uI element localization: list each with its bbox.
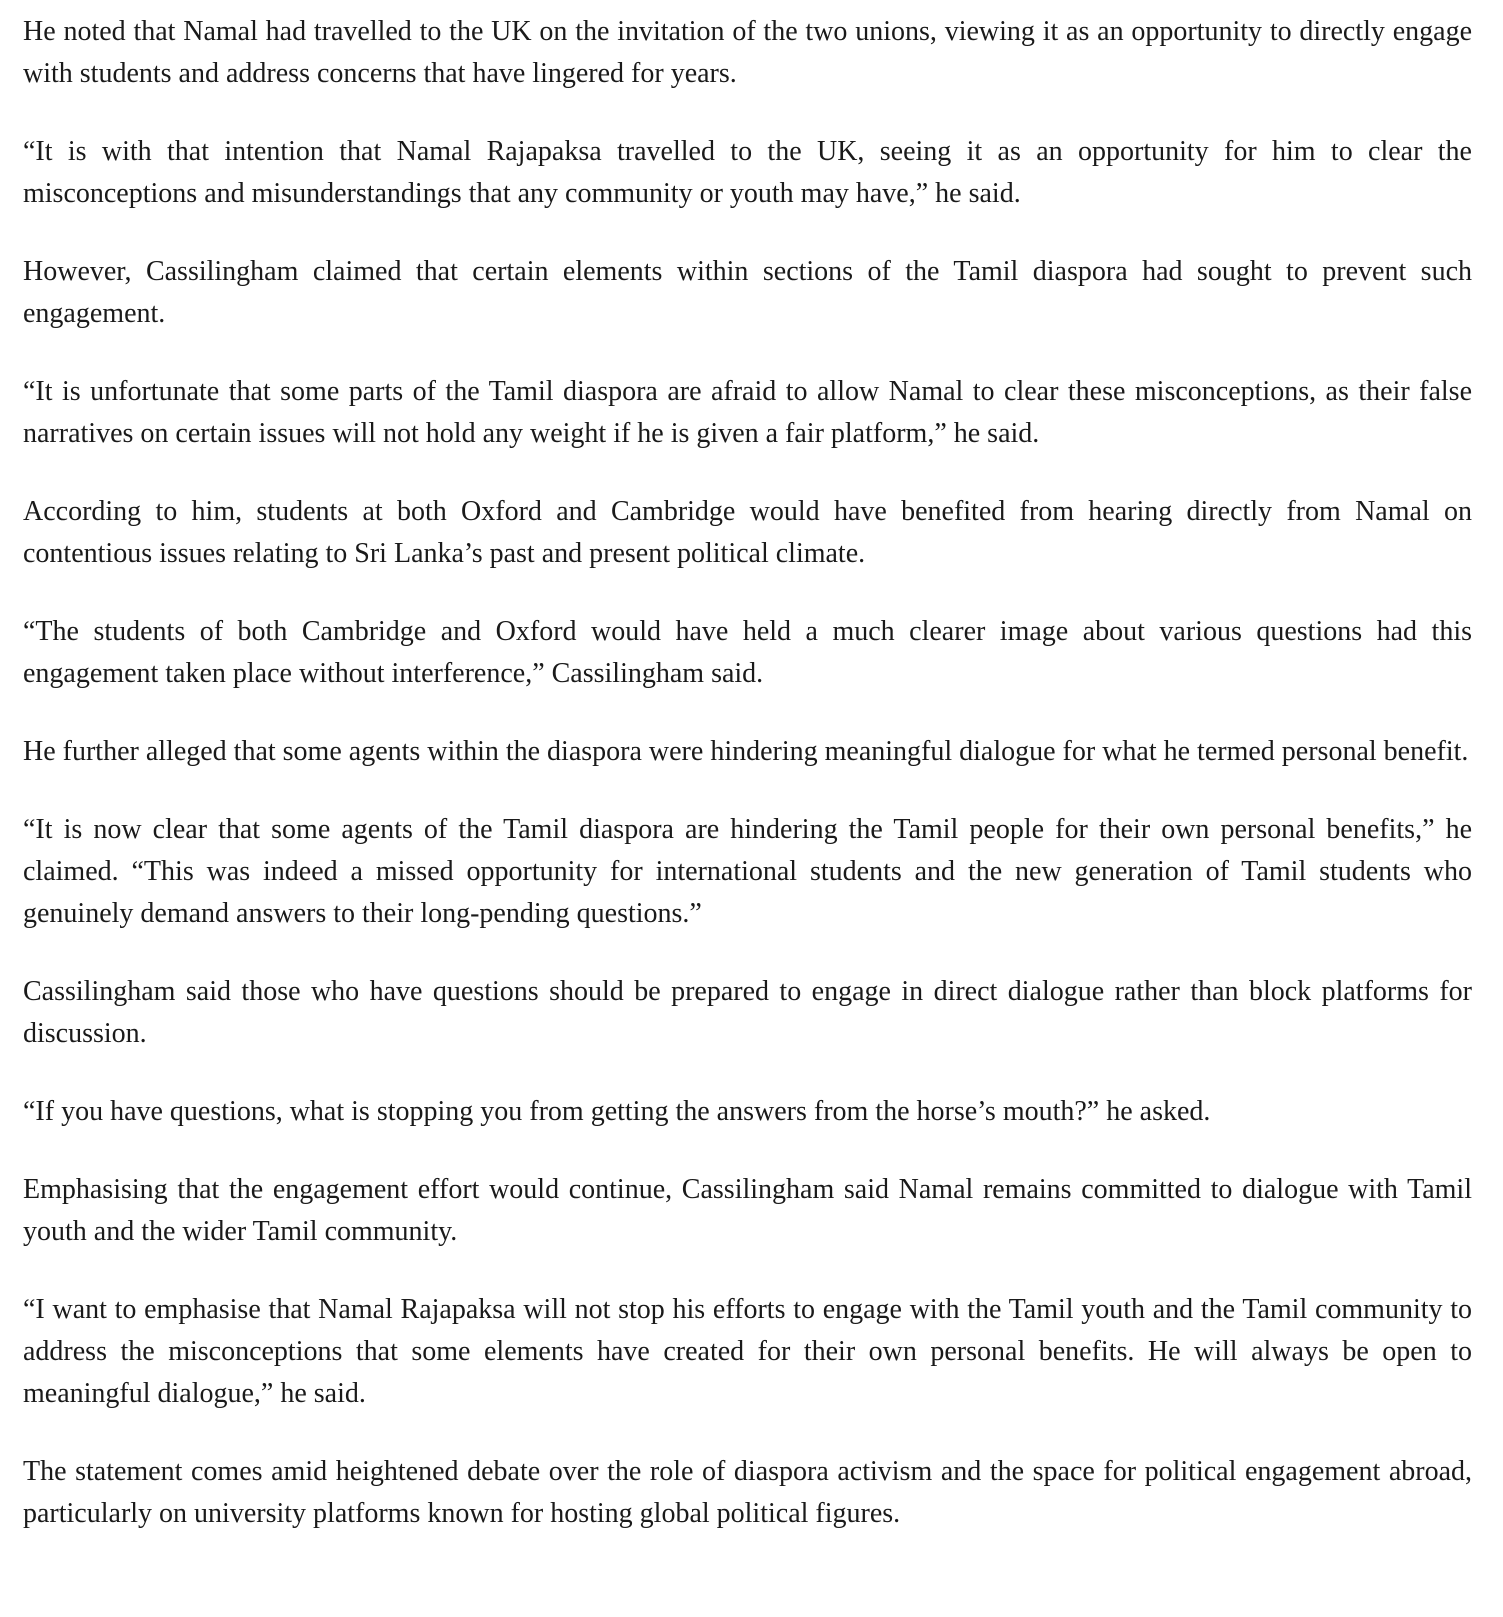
paragraph: However, Cassilingham claimed that certain elements within sections of the Tamil diaspora had sought to prevent such engagement. [23, 256, 1472, 329]
paragraph: The statement comes amid heightened debate over the role of diaspora activism and the space for political engagement abroad, particularly on university platforms known for hosting global political figures. [23, 1456, 1472, 1529]
paragraph: According to him, students at both Oxford and Cambridge would have benefited from hearing directly from Namal on contentious issues relating to Sri Lanka’s past and present political climate. [23, 496, 1472, 569]
paragraph: “It is unfortunate that some parts of the Tamil diaspora are afraid to allow Namal to clear these misconceptions, as their false narratives on certain issues will not hold any weight if he is given a fair platform,” he said. [23, 376, 1472, 449]
paragraph: “If you have questions, what is stopping you from getting the answers from the horse’s mouth?” he asked. [23, 1096, 1211, 1127]
paragraph: “It is with that intention that Namal Rajapaksa travelled to the UK, seeing it as an opportunity for him to clear the misconceptions and misunderstandings that any community or youth may have,” he said. [23, 136, 1472, 209]
paragraph: He further alleged that some agents within the diaspora were hindering meaningful dialogue for what he termed personal benefit. [23, 736, 1469, 767]
paragraph: “The students of both Cambridge and Oxford would have held a much clearer image about various questions had this engagement taken place without interference,” Cassilingham said. [23, 616, 1472, 689]
paragraph: “It is now clear that some agents of the Tamil diaspora are hindering the Tamil people for their own personal benefits,” he claimed. “This was indeed a missed opportunity for international students and the new generation of Tamil students who genuinely demand answers to their long-pending questions.” [23, 814, 1472, 929]
paragraph: “I want to emphasise that Namal Rajapaksa will not stop his efforts to engage with the Tamil youth and the Tamil community to address the misconceptions that some elements have created for their own personal benefits. He will always be open to meaningful dialogue,” he said. [23, 1294, 1472, 1409]
paragraph: Cassilingham said those who have questions should be prepared to engage in direct dialogue rather than block platforms for discussion. [23, 976, 1472, 1049]
paragraph: He noted that Namal had travelled to the UK on the invitation of the two unions, viewing it as an opportunity to directly engage with students and address concerns that have lingered for years. [23, 16, 1472, 89]
paragraph: Emphasising that the engagement effort would continue, Cassilingham said Namal remains committed to dialogue with Tamil youth and the wider Tamil community. [23, 1174, 1472, 1247]
